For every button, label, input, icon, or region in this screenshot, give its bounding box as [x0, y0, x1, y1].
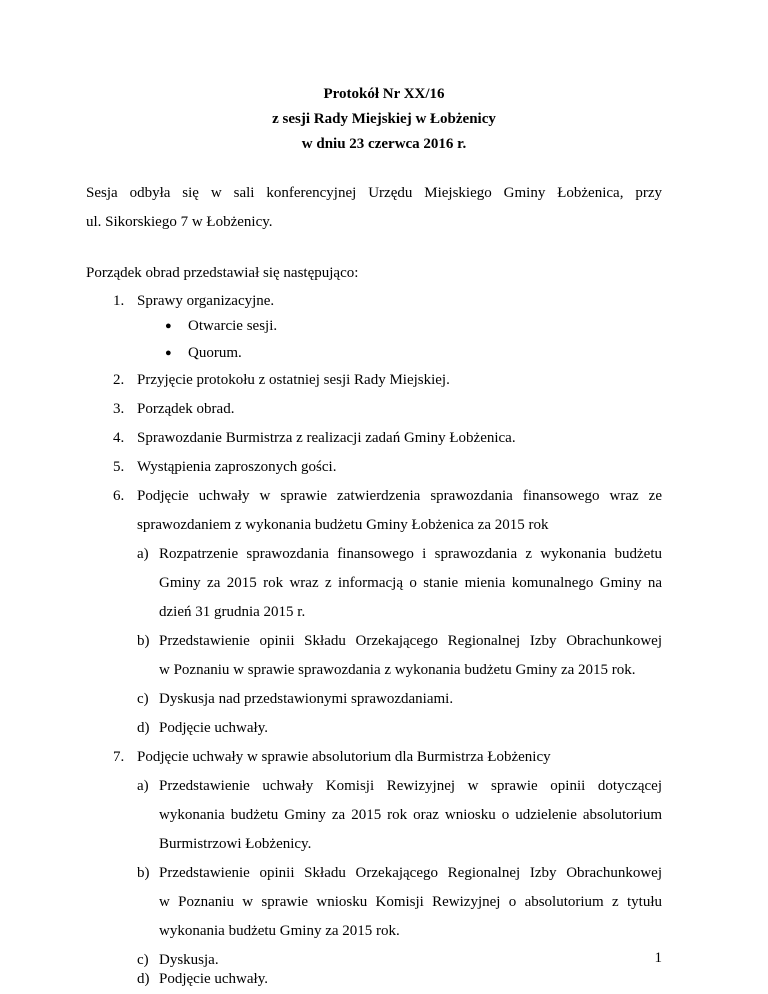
- subitem-text: Dyskusja nad przedstawionymi sprawozdaniami.: [159, 691, 454, 707]
- agenda-item-6-continued: sprawozdaniem z wykonania budżetu Gminy Łobżenica za 2015 rok: [137, 517, 549, 533]
- subitem-text: Dyskusja.: [159, 952, 219, 968]
- agenda-item-text: Przyjęcie protokołu z ostatniej sesji Rady Miejskiej.: [137, 372, 450, 388]
- session-title: z sesji Rady Miejskiej w Łobżenicy: [272, 111, 496, 127]
- subitem-text: Przedstawienie opinii Składu Orzekającego Regionalnej Izby Obrachunkowej: [159, 633, 662, 649]
- subitem-text: Podjęcie uchwały.: [159, 720, 268, 736]
- subitem-7b-line-2: w Poznaniu w sprawie wniosku Komisji Rewizyjnej o absolutorium z tytułu: [159, 894, 662, 910]
- bullet-text: Quorum.: [188, 345, 242, 361]
- bullet-text: Otwarcie sesji.: [188, 318, 278, 334]
- subitem-text: Przedstawienie uchwały Komisji Rewizyjnej w sprawie opinii dotyczącej: [159, 778, 662, 794]
- subitem-letter: b): [137, 633, 150, 649]
- bullet-icon: ●: [165, 347, 172, 359]
- agenda-item-text: Sprawy organizacyjne.: [137, 293, 275, 309]
- subitem-letter: c): [137, 952, 149, 968]
- session-date: w dniu 23 czerwca 2016 r.: [301, 136, 467, 152]
- agenda-item-number: 2.: [113, 372, 125, 388]
- subitem-7b-line-3: wykonania budżetu Gminy za 2015 rok.: [159, 923, 400, 939]
- subitem-letter: d): [137, 971, 150, 987]
- bullet-icon: ●: [165, 320, 172, 332]
- protocol-title: Protokół Nr XX/16: [323, 86, 445, 102]
- subitem-6b-line-2: w Poznaniu w sprawie sprawozdania z wykonania budżetu Gminy za 2015 rok.: [159, 662, 636, 678]
- agenda-item-text: Sprawozdanie Burmistrza z realizacji zadań Gminy Łobżenica.: [137, 430, 516, 446]
- subitem-letter: a): [137, 546, 149, 562]
- agenda-item-text: Podjęcie uchwały w sprawie absolutorium dla Burmistrza Łobżenicy: [137, 749, 551, 765]
- subitem-text: Rozpatrzenie sprawozdania finansowego i sprawozdania z wykonania budżetu: [159, 546, 662, 562]
- agenda-heading: Porządek obrad przedstawiał się następująco:: [86, 265, 359, 281]
- agenda-item-number: 4.: [113, 430, 125, 446]
- agenda-item-text: Porządek obrad.: [137, 401, 235, 417]
- agenda-item-text: Wystąpienia zaproszonych gości.: [137, 459, 337, 475]
- subitem-letter: b): [137, 865, 150, 881]
- document-header: [0, 82, 768, 157]
- page-number: 1: [654, 950, 662, 966]
- agenda-item-number: 7.: [113, 749, 125, 765]
- subitem-6a-line-3: dzień 31 grudnia 2015 r.: [159, 604, 306, 620]
- intro-line-1: Sesja odbyła się w sali konferencyjnej Urzędu Miejskiego Gminy Łobżenica, przy: [86, 185, 662, 201]
- subitem-7a-line-3: Burmistrzowi Łobżenicy.: [159, 836, 312, 852]
- agenda-item-number: 5.: [113, 459, 125, 475]
- agenda-item-number: 1.: [113, 293, 125, 309]
- subitem-6a-line-2: Gminy za 2015 rok wraz z informacją o stanie mienia komunalnego Gminy na: [159, 575, 662, 591]
- subitem-letter: d): [137, 720, 150, 736]
- subitem-letter: a): [137, 778, 149, 794]
- agenda-item-number: 6.: [113, 488, 125, 504]
- agenda-item-number: 3.: [113, 401, 125, 417]
- subitem-7a-line-2: wykonania budżetu Gminy za 2015 rok oraz wniosku o udzielenie absolutorium: [159, 807, 662, 823]
- agenda-item-text: Podjęcie uchwały w sprawie zatwierdzenia sprawozdania finansowego wraz ze: [137, 488, 662, 504]
- subitem-text: Przedstawienie opinii Składu Orzekającego Regionalnej Izby Obrachunkowej: [159, 865, 662, 881]
- subitem-text: Podjęcie uchwały.: [159, 971, 268, 987]
- subitem-letter: c): [137, 691, 149, 707]
- intro-line-2: ul. Sikorskiego 7 w Łobżenicy.: [86, 214, 273, 230]
